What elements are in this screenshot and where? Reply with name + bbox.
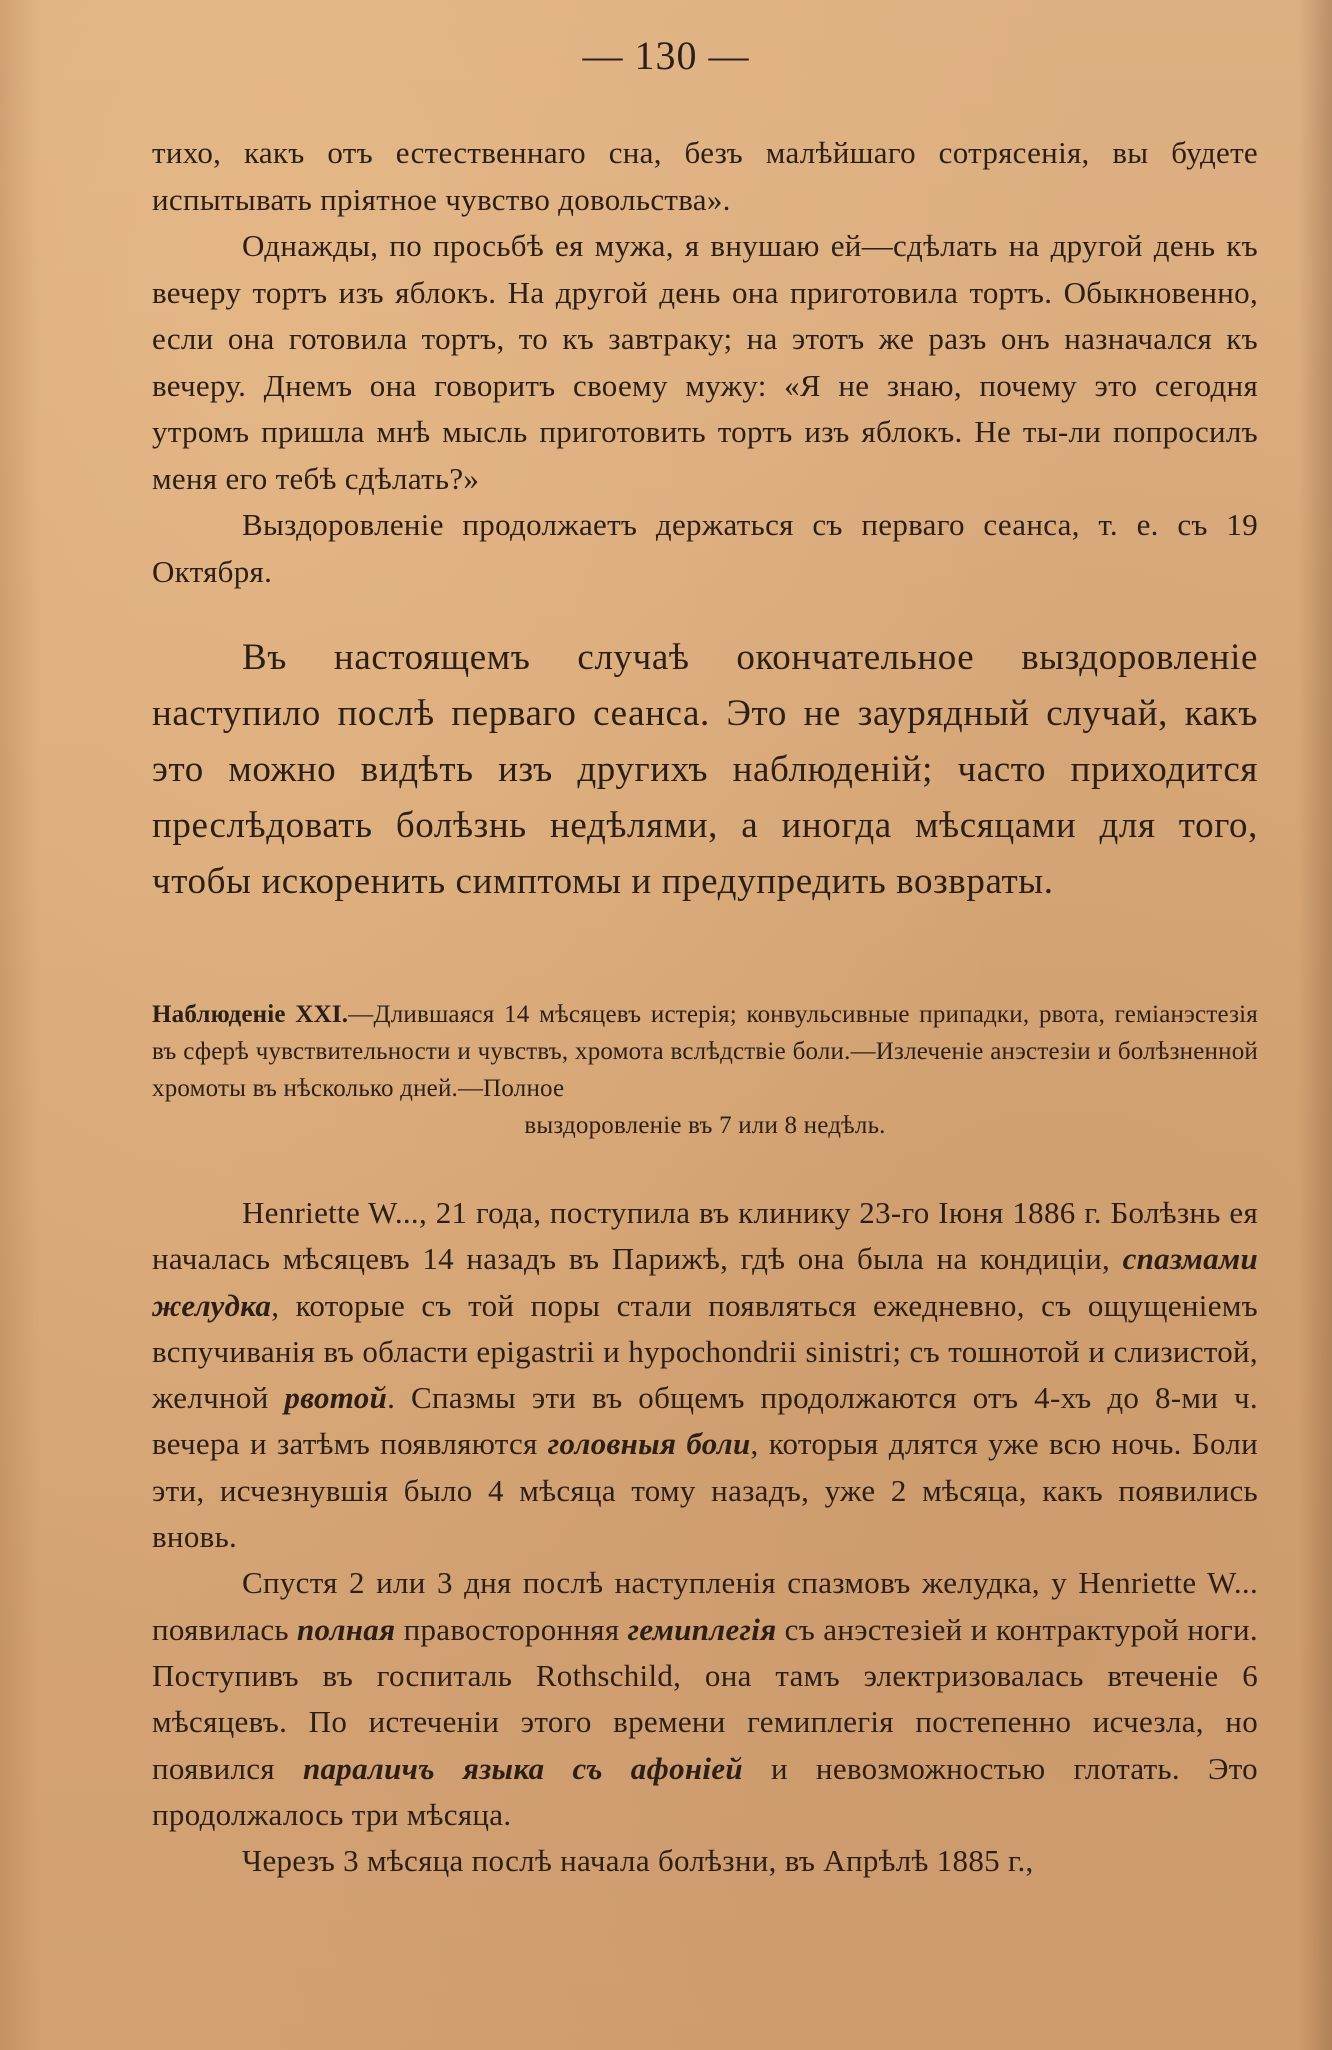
text-run: правосторонняя <box>395 1611 628 1647</box>
paragraph-tort: Однажды, по просьбѣ ея мужа, я внушаю ей—сдѣлать на другой день къ вечеру тортъ изъ яблокъ. На другой день она приготовила тортъ. Обыкновенно, если она готовила тортъ, то къ завтраку; на этотъ же разъ онъ назначался къ вечеру. Днемъ она говоритъ своему мужу: «Я не знаю, почему это сегодня утромъ пришла мнѣ мысль приготовить тортъ изъ яблокъ. Не ты-ли попросилъ меня его тебѣ сдѣлать?» <box>152 228 1258 496</box>
page-shadow-right <box>1298 0 1332 2050</box>
case-paragraph-2 <box>152 1560 1258 1838</box>
emphasis-hemiplegia: гемиплегія <box>627 1611 777 1647</box>
text-run: и невозможностью глотать. Это продолжалось три мѣсяца. <box>152 1750 1258 1832</box>
page-shadow-left <box>0 0 40 2050</box>
case-text-block <box>152 1190 1258 1884</box>
case-paragraph-3: Черезъ 3 мѣсяца послѣ начала болѣзни, въ Апрѣлѣ 1885 г., <box>242 1843 1034 1879</box>
text-run: Спустя 2 или 3 дня послѣ наступленія спазмовъ желудка, у Henriette W... появилась <box>152 1565 1258 1647</box>
case-paragraph-1 <box>152 1190 1258 1560</box>
observation-heading-last-line: выздоровленіе въ 7 или 8 недѣль. <box>524 1112 886 1139</box>
text-run: , которые съ той поры стали появляться ежедневно, съ ощущеніемъ вспучиванія въ области epigastrii и hypochondrii sinistri; съ тошнотой и слизистой, желчной <box>152 1287 1258 1416</box>
emphasis-full: полная <box>297 1611 396 1647</box>
page-number: — 130 — <box>582 33 750 78</box>
observation-heading-body: —Длившаяся 14 мѣсяцевъ истерія; конвульсивные припадки, рвота, геміанэстезія въ сферѣ чувствительности и чувствъ, хромота вслѣдствіе боли.—Излеченіе анэстезіи и болѣзненной хромоты въ нѣсколько дней.—Полное <box>152 1001 1258 1102</box>
text-run: , которыя длятся уже всю ночь. Боли эти, исчезнувшія было 4 мѣсяца тому назадъ, уже 2 мѣсяца, какъ появились вновь. <box>152 1426 1258 1555</box>
text-run: Henriette W..., 21 года, поступила въ клинику 23-го Іюня 1886 г. Болѣзнь ея началась мѣсяцевъ 14 назадъ въ Парижѣ, гдѣ она была на кондиціи, <box>152 1195 1258 1277</box>
paragraph-continuation: тихо, какъ отъ естественнаго сна, безъ малѣйшаго сотрясенія, вы будете испытывать пріятное чувство довольства». <box>152 135 1258 217</box>
text-run: съ анэстезіей и контрактурой ноги. Поступивъ въ госпиталь Rothschild, она тамъ электризовалась втеченіе 6 мѣсяцевъ. По истеченіи этого времени гемиплегія постепенно исчезла, но появился <box>152 1611 1258 1786</box>
paragraph-recovery: Выздоровленіе продолжаетъ держаться съ перваго сеанса, т. е. съ 19 Октября. <box>152 507 1258 589</box>
emphasis-headaches: головныя боли <box>547 1426 751 1462</box>
emphasis-paralysis: параличъ языка съ афоніей <box>302 1750 743 1786</box>
emphasis-spasms: спазмами желудка <box>152 1241 1258 1323</box>
large-paragraph: Въ настоящемъ случаѣ окончательное выздоровленіе наступило послѣ перваго сеанса. Это не заурядный случай, какъ это можно видѣть изъ другихъ наблюденій; часто приходится преслѣдовать болѣзнь недѣлями, а иногда мѣсяцами для того, чтобы искоренить симптомы и предупредить возвраты. <box>152 637 1258 902</box>
observation-heading-lead: Наблюденіе XXI. <box>152 1001 349 1028</box>
emphasis-vomiting: рвотой <box>284 1380 388 1416</box>
text-run: . Спазмы эти въ общемъ продолжаются отъ 4-хъ до 8-ми ч. вечера и затѣмъ появляются <box>152 1380 1258 1462</box>
top-text-block <box>152 130 1258 595</box>
observation-heading <box>152 996 1258 1144</box>
